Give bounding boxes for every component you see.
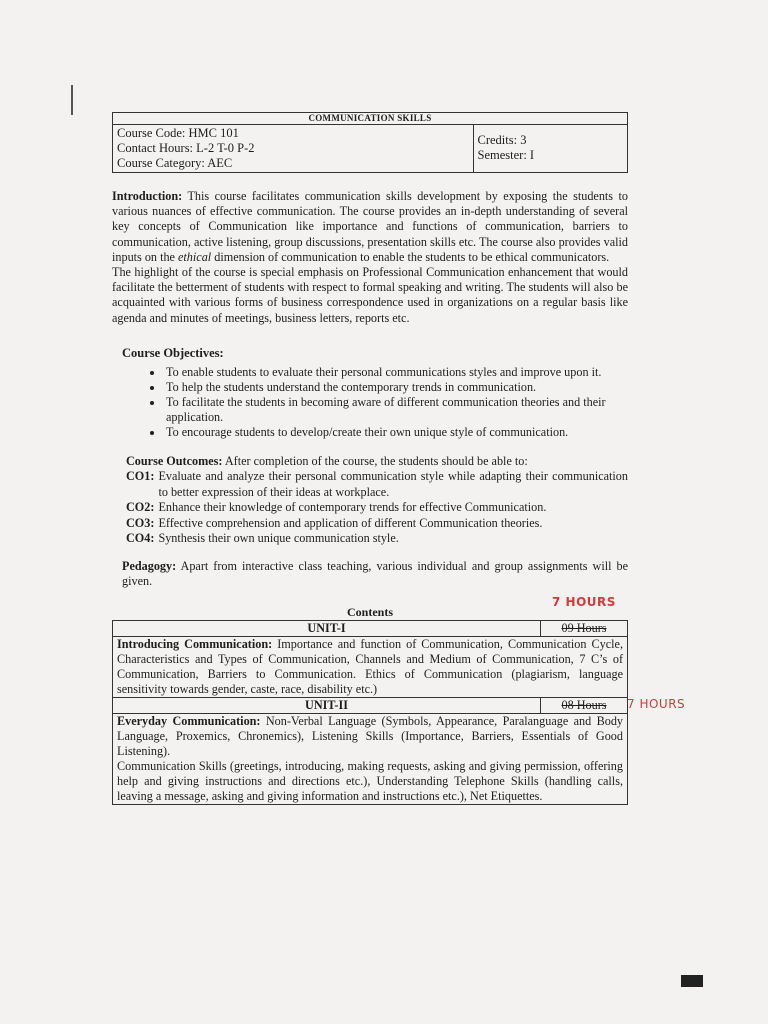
unit-2-hours: 08 Hours 7 HOURS: [541, 697, 628, 713]
course-category: Course Category: AEC: [117, 156, 233, 170]
margin-mark: [71, 85, 73, 115]
outcome-item: CO1: Evaluate and analyze their personal communication style while adapting their communication to better expression of their ideas at workplace.: [126, 469, 628, 499]
pedagogy-label: Pedagogy:: [122, 558, 177, 573]
course-header-table: [112, 112, 628, 173]
unit-1-topic: Introducing Communication:: [117, 636, 273, 651]
outcome-item: CO4: Synthesis their own unique communication style.: [126, 531, 399, 546]
objective-item: • To enable students to evaluate their personal communications styles and improve upon it.: [164, 365, 628, 380]
contents-heading: Contents 7 HOURS: [346, 594, 616, 619]
objectives-list: [112, 365, 628, 440]
objectives-heading: Course Objectives:: [122, 345, 224, 360]
objective-item: • To facilitate the students in becoming aware of different communication theories and their application.: [164, 395, 628, 425]
course-code: Course Code: HMC 101: [117, 126, 239, 140]
unit-2-content: Everyday Communication: Non-Verbal Language (Symbols, Appearance, Paralanguage and Body Language, Proxemics, Chronemics), Listening Skills (Importance, Barriers, Essentials of Good Listening). Communication Skills (greetings, introducing, making requests, asking and giving permission, offering help and giving instructions and directions etc.), Understanding Telephone Skills (handling calls, leaving a message, asking and giving information and instructions etc.), Net Etiquettes.: [113, 713, 628, 804]
introduction-paragraph-2: The highlight of the course is special emphasis on Professional Communication enhancement that would facilitate the betterment of students with respect to formal speaking and writing. The students will also be acquainted with various forms of business correspondence used in organizations on a regular basis like agenda and minutes of meetings, business letters, reports etc.: [112, 265, 628, 325]
introduction-label: Introduction:: [112, 189, 183, 203]
unit-2-topic: Everyday Communication:: [117, 713, 261, 728]
unit-2-hours-annotation: 7 HOURS: [627, 696, 686, 711]
objective-item: • To help the students understand the contemporary trends in communication.: [164, 380, 628, 395]
ethical-emphasis: ethical: [178, 249, 212, 264]
introduction-paragraph: Introduction: This course facilitates communication skills development by exposing the students to various nuances of effective communication. The course provides an in-depth understanding of several key concepts of Communication like importance and functions of communication, barriers to communication, active listening, group discussions, presentation skills etc. The course also provides valid inputs on the ethical dimension of communication to enable the students to be ethical communicators.: [112, 189, 628, 264]
semester: Semester: I: [477, 148, 535, 162]
contact-hours: Contact Hours: L-2 T-0 P-2: [117, 141, 255, 155]
introduction-section: [112, 189, 628, 326]
unit-1-content: Introducing Communication: Importance and function of Communication, Communication Cycle, Characteristics and Types of Communication, Channels and Medium of Communication, 7 C’s of Communication, Barriers to Communication. Ethics of Communication (plagiarism, language sensitivity towards gender, caste, race, disability etc.): [113, 636, 628, 697]
syllabus-page: [112, 112, 686, 805]
course-title: COMMUNICATION SKILLS: [113, 113, 628, 125]
outcomes-label: Course Outcomes:: [126, 453, 223, 468]
credits: Credits: 3: [477, 133, 527, 147]
unit-1-title: UNIT-I: [113, 620, 541, 636]
outcome-item: CO3: Effective comprehension and application of different Communication theories.: [126, 515, 543, 530]
unit-2-title: UNIT-II: [113, 697, 541, 713]
outcomes-intro: After completion of the course, the students should be able to:: [222, 453, 528, 468]
contents-table: [112, 620, 686, 805]
unit-1-hours: 09 Hours: [541, 620, 628, 636]
corner-mark: [681, 975, 703, 987]
pedagogy-paragraph: Pedagogy: Apart from interactive class teaching, various individual and group assignments will be given.: [122, 558, 628, 588]
outcome-item: CO2: Enhance their knowledge of contemporary trends for effective Communication.: [126, 500, 547, 515]
unit-2-content-2: Communication Skills (greetings, introducing, making requests, asking and giving permission, offering help and giving instructions and directions etc.), Understanding Telephone Skills (handling calls, leaving a message, asking and giving information and instructions etc.), Net Etiquettes.: [117, 758, 623, 803]
outcomes-section: [126, 454, 628, 547]
unit-1-hours-annotation: 7 HOURS: [552, 594, 616, 609]
objective-item: • To encourage students to develop/create their own unique style of communication.: [164, 425, 628, 440]
